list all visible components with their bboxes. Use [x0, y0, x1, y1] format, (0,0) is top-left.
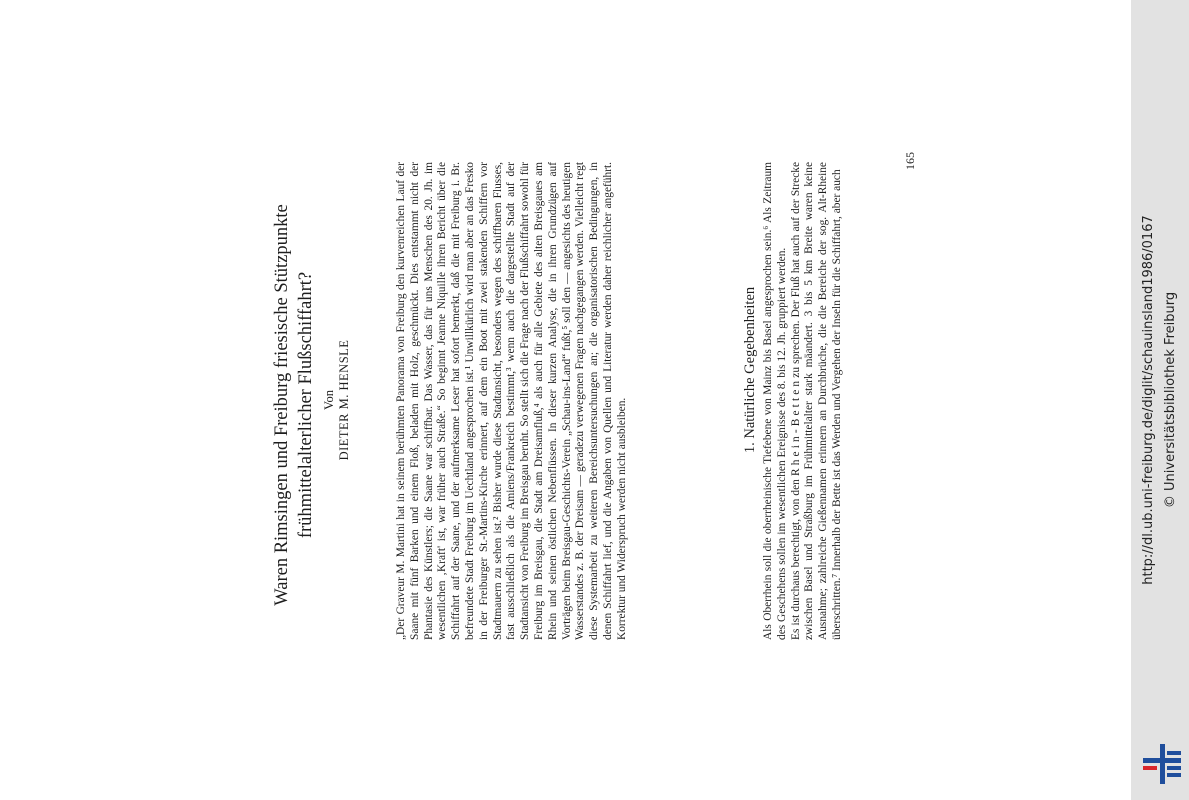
author-name: DIETER M. HENSLE	[337, 339, 351, 461]
section-heading: 1. Natürliche Gegebenheiten	[742, 286, 758, 454]
article-title: Waren Rimsingen und Freiburg friesische Stützpunkte frühmittelalterlicher Flußschiffahrt?	[272, 204, 316, 606]
permalink-url[interactable]: http://dl.ub.uni-freiburg.de/diglit/schauinsland1986/0167	[1141, 215, 1156, 585]
ub-freiburg-logo-icon	[1141, 744, 1183, 784]
byline: Von	[322, 390, 336, 410]
page-number: 165	[903, 152, 917, 170]
body-paragraph-2: Als Oberrhein soll die oberrheinische Tiefebene von Mainz bis Basel angesprochen sein.⁶ Als Zeitraum des Geschehens sollen im wesentlichen Ereignisse des 8. bis 12. Jh. gruppiert werden. Es ist durchaus berechtigt, von den R h e i n - B e t t e n zu sprechen. Der Fluß hat auch auf der Strecke zwischen Basel und Straßburg im Frühmittelalter stark mäandert. 3 bis 5 km Breite waren keine Ausnahme; zahlreiche Gießennamen erinnern an Durchbrüche, die die Bereiche der sog. Alt-Rheine überschritten.⁷ Innerhalb der Bette ist das Werden und Vergehen der Inseln für die Schiffahrt, aber auch	[762, 162, 843, 640]
viewer-sidebar	[1131, 0, 1189, 800]
page-content	[225, 0, 1189, 800]
body-paragraph-1: „Der Graveur M. Martini hat in seinem berühmten Panorama von Freiburg den kurvenreichen Lauf der Saane mit fünf Barken und einem Floß, beladen mit Holz, geschmückt. Dies entstammt nicht der Phantasie des Künstlers; die Saane war schiffbar. Das Wasser, das für uns Menschen des 20. Jh. im wesentlichen ‚Kraft' ist, war früher auch Straße.“ So beginnt Jeanne Niquille ihren Bericht über die Schiffahrt auf der Saane, und der aufmerksame Leser hat sofort bemerkt, daß die mit Freiburg i. Br. befreundete Stadt Freiburg im Uechtland angesprochen ist.¹ Unwillkürlich wird man aber an das Fresko in der Freiburger St.-Martins-Kirche erinnert, auf dem ein Boot mit zwei stakenden Schiffern vor Stadtmauern zu sehen ist.² Bisher wurde diese Stadtansicht, besonders wegen des schiffbaren Flusses, fast ausschließlich als die Amiens/Frankreich bestimmt,³ wenn auch die dargestellte Stadt auf der Stadtansicht von Freiburg im Breisgau beruht. So stellt sich die Frage nach der Flußschiffahrt sowohl für Freiburg im Breisgau, die Stadt am Dreisamfluß,⁴ als auch für alle Gebiete des alten Breisgaues am Rhein und seinen östlichen Nebenflüssen. In dieser kurzen Analyse, die in ihren Grundzügen auf Vorträgen beim Breisgau-Geschichts-Verein „Schau-ins-Land“ fußt,⁵ soll den — angesichts des heutigen Wasserstandes z. B. der Dreisam — geradezu verwegenen Fragen nachgegangen werden. Vielleicht regt diese Systemarbeit zu weiteren Bereichsuntersuchungen an; die organisatorischen Bedingungen, in denen Schiffahrt lief, und die Angaben von Quellen und Literatur werden daher reichlicher angeführt. Korrektur und Widerspruch werden nicht ausbleiben.	[395, 162, 628, 640]
copyright-notice: © Universitätsbibliothek Freiburg	[1163, 291, 1178, 509]
